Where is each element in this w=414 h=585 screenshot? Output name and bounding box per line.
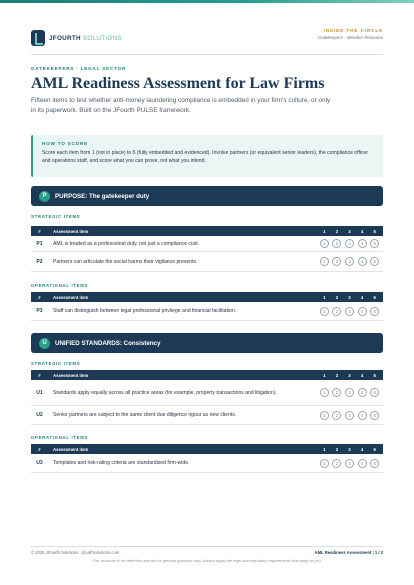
header-score: 3 xyxy=(348,228,351,234)
table-row xyxy=(31,252,383,272)
header-score: 4 xyxy=(360,228,364,234)
header-score: 3 xyxy=(348,372,351,378)
header-item: Assessment item xyxy=(53,372,89,378)
footer-page-info xyxy=(315,550,383,555)
score-option[interactable]: 1 xyxy=(320,307,329,316)
brand-mark-icon xyxy=(31,30,45,46)
score-option[interactable]: 1 xyxy=(320,411,329,420)
table-row xyxy=(31,302,383,321)
header-score: 3 xyxy=(348,446,351,452)
score-option[interactable]: 5 xyxy=(370,257,379,266)
header-kicker: INSIDE THE CIRCLE xyxy=(323,28,383,33)
score-option[interactable]: 5 xyxy=(370,411,379,420)
score-option[interactable]: 1 xyxy=(320,257,329,266)
section-title: PURPOSE: The gatekeeper duty xyxy=(55,192,150,200)
score-option[interactable]: 1 xyxy=(320,388,329,397)
header-score: 2 xyxy=(335,228,339,234)
score-option[interactable]: 2 xyxy=(332,239,341,248)
score-option[interactable]: 5 xyxy=(370,239,379,248)
score-option[interactable]: 1 xyxy=(320,239,329,248)
table-row xyxy=(31,236,383,252)
header-score: 5 xyxy=(373,446,376,452)
score-option[interactable]: 2 xyxy=(332,459,341,468)
item-id: P1 xyxy=(36,240,43,247)
score-option[interactable]: 2 xyxy=(332,411,341,420)
score-option[interactable]: 5 xyxy=(370,388,379,397)
header-score: 5 xyxy=(373,372,376,378)
footer-disclaimer: This resource is for reflection and not for general guidance only. Always apply the legal and regulatory requirements that apply to you. xyxy=(92,558,322,563)
header-score: 1 xyxy=(323,372,326,378)
header-score: 3 xyxy=(348,294,351,300)
item-text: Standards apply equally across all practice areas (for example, property transactions and litigation). xyxy=(53,389,277,396)
header-score: 1 xyxy=(323,228,326,234)
header-num: # xyxy=(38,446,41,452)
header-scores xyxy=(318,447,383,452)
footer-doc-title: AML Readiness Assessment xyxy=(314,550,372,555)
header-num: # xyxy=(38,294,41,300)
score-option[interactable]: 4 xyxy=(358,459,367,468)
score-option[interactable]: 4 xyxy=(358,257,367,266)
how-to-score-box xyxy=(31,135,383,177)
item-text: AML is treated as a professional duty, not just a compliance cost. xyxy=(53,240,200,247)
header-item: Assessment item xyxy=(53,294,89,300)
header-score: 2 xyxy=(335,446,339,452)
item-id: U2 xyxy=(36,412,43,418)
section-band-unified xyxy=(31,333,383,353)
section-letter-badge: P xyxy=(39,191,50,202)
header-num: # xyxy=(38,228,41,234)
page-lead: Fifteen items to test whether anti-money laundering compliance is embedded in your firm's culture, or only in its paperwork. Built on the JFourth PULSE framework. xyxy=(31,97,331,114)
score-option[interactable]: 3 xyxy=(345,411,354,420)
section-title: UNIFIED STANDARDS: Consistency xyxy=(55,339,161,347)
score-options xyxy=(318,239,383,248)
table-header xyxy=(31,370,383,380)
table-row xyxy=(31,380,383,406)
header-score: 4 xyxy=(360,372,364,378)
score-option[interactable]: 3 xyxy=(345,257,354,266)
header-meta: Gatekeepers · Member Resource xyxy=(317,35,383,40)
score-options xyxy=(318,257,383,266)
footer-separator: | xyxy=(372,550,375,555)
score-option[interactable]: 4 xyxy=(358,411,367,420)
brand-logo xyxy=(31,29,122,47)
header-scores xyxy=(318,229,383,234)
header-num: # xyxy=(38,372,41,378)
item-text: Templates and risk-rating criteria are standardised firm-wide. xyxy=(53,460,190,466)
table-row xyxy=(31,454,383,473)
header-scores xyxy=(318,373,383,378)
how-to-score-text: Score each item from 1 (not in place) to 5 (fully embedded and evidenced). Involve partners (or equivalent senior leaders), the compliance officer and operations staff, and score what you can prove, not what you intend. xyxy=(42,150,369,165)
header-score: 1 xyxy=(323,446,326,452)
header-score: 4 xyxy=(360,446,364,452)
score-option[interactable]: 3 xyxy=(345,239,354,248)
item-text: Partners can articulate the social harms their vigilance prevents. xyxy=(53,258,198,265)
page-title: AML Readiness Assessment for Law Firms xyxy=(31,75,325,92)
header-score: 1 xyxy=(323,294,326,300)
score-option[interactable]: 5 xyxy=(370,459,379,468)
header-scores xyxy=(318,295,383,300)
table-header xyxy=(31,444,383,454)
score-option[interactable]: 2 xyxy=(332,307,341,316)
item-id: U3 xyxy=(36,460,43,466)
brand-suffix: SOLUTIONS xyxy=(82,34,122,42)
item-id: U1 xyxy=(36,389,43,396)
table-row xyxy=(31,406,383,425)
item-text: Senior partners are subject to the same client due diligence rigour as new clients. xyxy=(53,412,237,418)
subsection-label-strategic: STRATEGIC ITEMS xyxy=(31,214,81,219)
subsection-label-operational: OPERATIONAL ITEMS xyxy=(31,435,89,440)
header-score: 2 xyxy=(335,372,339,378)
header-item: Assessment item xyxy=(53,228,89,234)
item-id: P3 xyxy=(36,308,43,314)
table-header xyxy=(31,292,383,302)
header-score: 4 xyxy=(360,294,364,300)
footer-divider xyxy=(31,546,383,547)
page-header xyxy=(31,25,383,51)
header-score: 5 xyxy=(373,228,376,234)
score-option[interactable]: 5 xyxy=(370,307,379,316)
score-options xyxy=(318,388,383,397)
page-eyebrow: GATEKEEPERS · LEGAL SECTOR xyxy=(31,66,127,71)
score-option[interactable]: 4 xyxy=(358,239,367,248)
section-band-purpose xyxy=(31,186,383,206)
score-option[interactable]: 3 xyxy=(345,459,354,468)
subsection-label-strategic: STRATEGIC ITEMS xyxy=(31,361,81,366)
footer-copyright: © 2026 JFourth Solutions · jfourthsolutions.com xyxy=(31,550,120,555)
section-letter-badge: U xyxy=(39,338,50,349)
score-option[interactable]: 1 xyxy=(320,459,329,468)
score-option[interactable]: 4 xyxy=(358,307,367,316)
score-options xyxy=(318,307,383,316)
score-option[interactable]: 2 xyxy=(332,257,341,266)
how-to-score-title: HOW TO SCORE xyxy=(42,141,89,146)
top-accent-bar xyxy=(0,0,414,3)
header-score: 5 xyxy=(373,294,376,300)
header-item: Assessment item xyxy=(53,446,89,452)
score-options xyxy=(318,411,383,420)
score-option[interactable]: 3 xyxy=(345,388,354,397)
brand-name: JFOURTH xyxy=(49,34,81,42)
subsection-label-operational: OPERATIONAL ITEMS xyxy=(31,283,89,288)
item-id: P2 xyxy=(36,258,43,265)
score-option[interactable]: 2 xyxy=(332,388,341,397)
header-right xyxy=(318,28,383,40)
table-header xyxy=(31,226,383,236)
score-option[interactable]: 4 xyxy=(358,388,367,397)
item-text: Staff can distinguish between legal professional privilege and financial facilitation. xyxy=(53,308,237,314)
header-score: 2 xyxy=(335,294,339,300)
score-options xyxy=(318,459,383,468)
footer-page-number: 1 / 3 xyxy=(374,550,383,555)
score-option[interactable]: 3 xyxy=(345,307,354,316)
header-divider xyxy=(31,54,383,55)
